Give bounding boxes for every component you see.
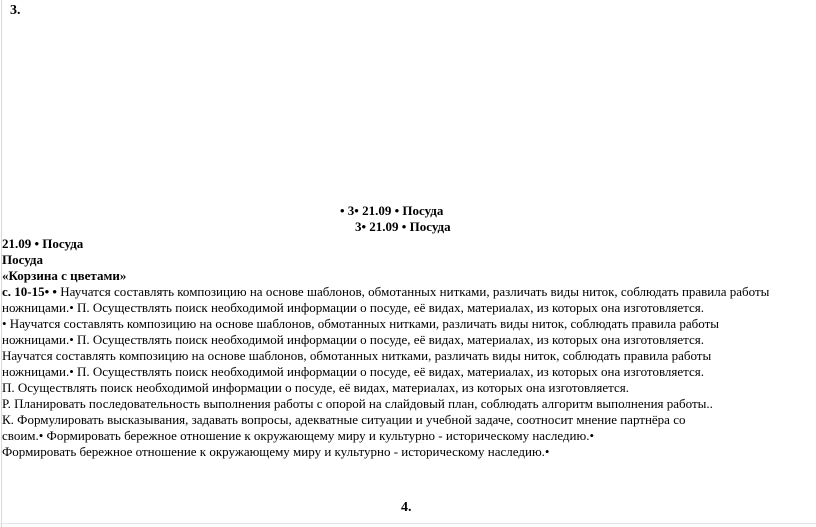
heading-line-3: 21.09 • Посуда bbox=[2, 236, 84, 251]
text-line-6: ножницами.• П. Осуществлять поиск необходимой информации о посуде, её видах, материалах, из которых она изготовляется. bbox=[2, 364, 704, 379]
heading-line-2: 3• 21.09 • Посуда bbox=[355, 219, 451, 234]
text-line-10: своим.• Формировать бережное отношение к окружающему миру и культурно - историческому наследию.• bbox=[2, 428, 595, 443]
text-line-4: ножницами.• П. Осуществлять поиск необходимой информации о посуде, её видах, материалах, из которых она изготовляется. bbox=[2, 332, 704, 347]
pages-label: с. 10-15• • bbox=[2, 284, 57, 299]
page-number-top: 3. bbox=[10, 3, 21, 18]
lesson-title: «Корзина с цветами» bbox=[2, 268, 127, 283]
text-line-7: П. Осуществлять поиск необходимой информации о посуде, её видах, материалах, из которых она изготовляется. bbox=[2, 380, 629, 395]
text-line-9: К. Формулировать высказывания, задавать вопросы, адекватные ситуации и учебной задаче, соотносит мнение партнёра со bbox=[2, 412, 686, 427]
text-line-5: Научатся составлять композицию на основе шаблонов, обмотанных нитками, различать виды ниток, соблюдать правила работы bbox=[2, 348, 712, 363]
bottom-border-line bbox=[0, 523, 816, 524]
text-line-1-rest: Научатся составлять композицию на основе шаблонов, обмотанных нитками, различать виды ниток, соблюдать правила работы bbox=[56, 284, 770, 299]
text-line-2: ножницами.• П. Осуществлять поиск необходимой информации о посуде, её видах, материалах, из которых она изготовляется. bbox=[2, 300, 704, 315]
text-line-11: Формировать бережное отношение к окружающему миру и культурно - историческому наследию.• bbox=[2, 444, 550, 459]
text-line-3: • Научатся составлять композицию на основе шаблонов, обмотанных нитками, различать виды ниток, соблюдать правила работы bbox=[2, 316, 719, 331]
text-line-1 bbox=[2, 284, 769, 300]
heading-line-1: • 3• 21.09 • Посуда bbox=[340, 203, 444, 218]
topic-title: Посуда bbox=[2, 252, 43, 267]
text-line-8: Р. Планировать последовательность выполнения работы с опорой на слайдовый план, соблюдать алгоритм выполнения работы.. bbox=[2, 396, 713, 411]
page-number-bottom: 4. bbox=[401, 500, 412, 515]
